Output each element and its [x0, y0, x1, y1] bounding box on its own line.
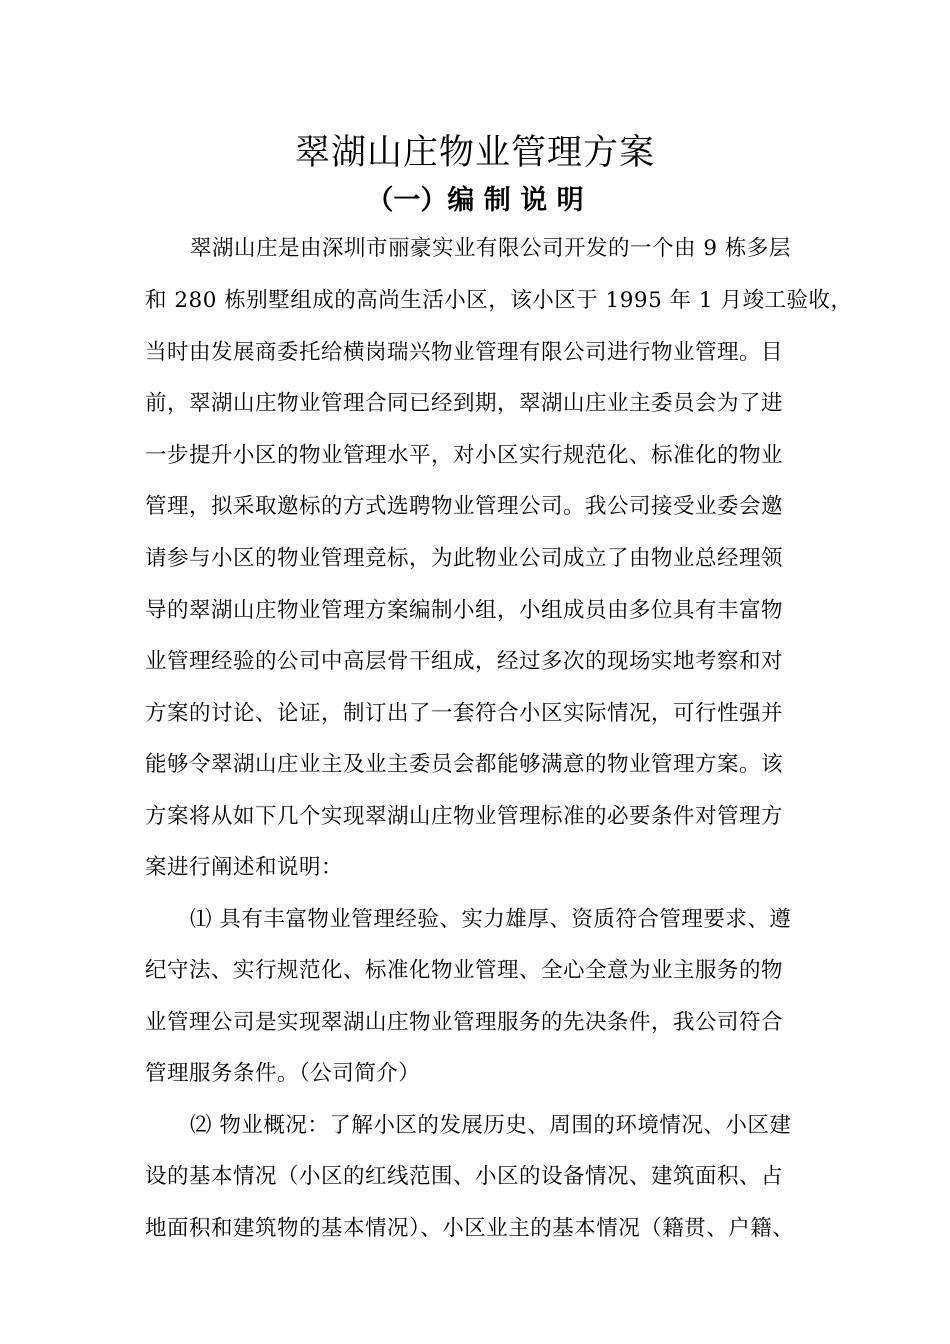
list-item-line: 业管理公司是实现翠湖山庄物业管理服务的先决条件，我公司符合: [145, 1010, 784, 1035]
paragraph-line: 案进行阐述和说明：: [145, 855, 344, 880]
list-item-line: 管理服务条件。（公司简介）: [145, 1061, 421, 1086]
document-title: 翠湖山庄物业管理方案: [294, 133, 655, 173]
list-item-line: 设的基本情况（小区的红线范围、小区的设备情况、建筑面积、占: [145, 1164, 784, 1189]
paragraph-line: 翠湖山庄是由深圳市丽豪实业有限公司开发的一个由 9 栋多层: [190, 236, 791, 261]
section-heading: （一）编 制 说 明: [366, 185, 584, 216]
list-item-line: 纪守法、实行规范化、标准化物业管理、全心全意为业主服务的物: [145, 958, 784, 983]
list-item-line: ⑵ 物业概况：了解小区的发展历史、周围的环境情况、小区建: [190, 1113, 792, 1138]
paragraph-line: 方案将从如下几个实现翠湖山庄物业管理标准的必要条件对管理方: [145, 804, 784, 829]
paragraph-line: 前，翠湖山庄物业管理合同已经到期，翠湖山庄业主委员会为了进: [145, 391, 784, 416]
list-item-line: 地面积和建筑物的基本情况）、小区业主的基本情况（籍贯、户籍、: [145, 1216, 795, 1241]
paragraph-line: 能够令翠湖山庄业主及业主委员会都能够满意的物业管理方案。该: [145, 752, 784, 777]
list-item-line: ⑴ 具有丰富物业管理经验、实力雄厚、资质符合管理要求、遵: [190, 907, 792, 932]
paragraph-line: 管理，拟采取邀标的方式选聘物业管理公司。我公司接受业委会邀: [145, 494, 784, 519]
paragraph-line: 请参与小区的物业管理竞标，为此物业公司成立了由物业总经理领: [145, 546, 784, 571]
paragraph-line: 方案的讨论、论证，制订出了一套符合小区实际情况，可行性强并: [145, 701, 784, 726]
paragraph-line: 一步提升小区的物业管理水平，对小区实行规范化、标准化的物业: [145, 443, 784, 468]
paragraph-line: 导的翠湖山庄物业管理方案编制小组，小组成员由多位具有丰富物: [145, 598, 784, 623]
paragraph-line: 当时由发展商委托给横岗瑞兴物业管理有限公司进行物业管理。目: [145, 340, 784, 365]
paragraph-line: 和 280 栋别墅组成的高尚生活小区，该小区于 1995 年 1 月竣工验收，: [145, 288, 853, 313]
paragraph-line: 业管理经验的公司中高层骨干组成，经过多次的现场实地考察和对: [145, 649, 784, 674]
